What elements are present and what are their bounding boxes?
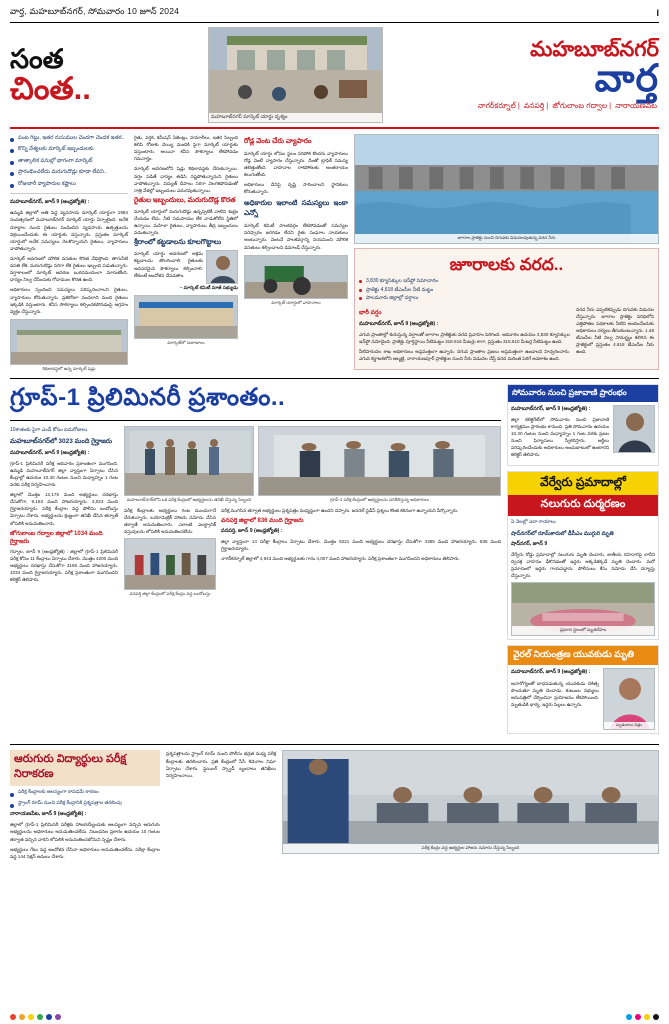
paper-brand xyxy=(391,27,659,123)
group1-left-subhead: జోగులాంబ గద్వాల జిల్లాలో 1034 మంది గైర్హాజరు xyxy=(10,530,103,545)
rail-box-1-byline: మహబూబ్‌నగర్, జూన్ 9 (ఆంధ్రజ్యోతి) : xyxy=(511,405,591,412)
footer-dots-left xyxy=(10,1014,61,1020)
rail-box-3-photo-caption: మృతురాలు చిత్రం xyxy=(604,722,654,729)
lead-headline-line1: సంత xyxy=(10,43,64,74)
rail-box-youth-death xyxy=(507,645,659,734)
masthead xyxy=(10,27,659,123)
rail-box-2-photo xyxy=(511,582,655,636)
masthead-photo xyxy=(208,27,383,123)
rail-box-accidents xyxy=(507,471,659,641)
footer-dot-1 xyxy=(19,1014,25,1020)
rail-box-2-body xyxy=(511,540,655,580)
group1-photo-2 xyxy=(258,426,501,496)
bullet-3: ప్రారంభించలేదు మరుగుదొడ్లు కూడా లేవని.. xyxy=(10,168,128,177)
story-column-1 xyxy=(10,134,128,373)
col2-para-1: మార్కెట్ ఆవరణలోని షెడ్లు శిథిలావస్థకు చేరుకున్నాయి. వర్షం పడితే ధాన్యం తడిసి నష్టపోతున్నామని రైతులు వాపోతున్నారు. విద్యుత్ దీపాలు సరిగా వెలగకపోవడంతో రాత్రి వేళల్లో ఇబ్బందులు ఎదురవుతున్నాయి. xyxy=(134,166,238,193)
story-column-2 xyxy=(134,134,238,373)
exam-strip-left xyxy=(10,750,160,862)
lead-headline-line2: చింత.. xyxy=(10,70,91,106)
person-portrait-icon xyxy=(207,251,238,284)
jurala-title: జూరాలకు వరద.. xyxy=(449,255,564,274)
edition-3: నారాయణపేట xyxy=(615,100,657,110)
group1-photo-1 xyxy=(124,426,254,496)
masthead-rule xyxy=(10,127,659,129)
footer-dot-0 xyxy=(10,1014,16,1020)
group1-rule xyxy=(10,420,501,421)
col3-para-0: మార్కెట్ యార్డు లోపల స్థలం సరిపోక కొందరు వ్యాపారులు రోడ్ల వెంటే వ్యాపారం చేస్తున్నారు. దీంతో ట్రాఫిక్ సమస్య తలెత్తుతోంది. వాహనాల రాకపోకలకు అంతరాయం కలుగుతోంది. xyxy=(244,150,348,178)
story-photo-2 xyxy=(134,295,238,339)
rail-box-2-head-yellow: వేర్వేరు ప్రమాదాల్లో xyxy=(508,472,658,495)
col3-para-1: అధికారులు దీనిపై దృష్టి సారించాలని స్థానికులు కోరుతున్నారు. xyxy=(244,182,348,195)
jurala-box xyxy=(354,248,659,370)
rail-box-2-head-red: నలుగురు దుర్మరణం xyxy=(508,495,658,516)
story-para-1: మార్కెట్ ఆవరణలో మౌలిక వసతుల కొరత వేధిస్తోంది. తాగునీటి వసతి లేక, మరుగుదొడ్లు సరిగా లేక రైతులు ఇబ్బంది పడుతున్నారు. వర్షాకాలంలో మార్కెట్ ఆవరణ బురదమయంగా మారుతోంది. ధాన్యం నిల్వ చేసేందుకు గోదాముల కొరత ఉంది. xyxy=(10,255,128,283)
rail-box-3-body xyxy=(511,668,599,730)
rail-box-2-bullets: ఏ నెలల్లో ఎలా గాయాలు xyxy=(511,519,556,525)
col3-head-2: అధికారుల ఇలాంటి సమస్యలు ఇంకా ఎన్నో xyxy=(244,199,348,218)
group1-left2-para-0: గద్వాల, జూన్ 9 (ఆంధ్రజ్యోతి) : జిల్లాలో గ్రూప్-1 ప్రిలిమినరీ పరీక్ష కోసం 11 కేంద్రాలు ఏర్పాటు చేశారు. మొత్తం 4200 మంది అభ్యర్థులు దరఖాస్తు చేసుకోగా 3166 మంది హాజరయ్యారు. 1034 మంది గైర్హాజరయ్యారు. పరీక్ష ప్రశాంతంగా ముగిసిందని కలెక్టర్ తెలిపారు. xyxy=(10,548,118,583)
rail-box-2-sub: షాద్‌నగర్‌లో రూమ్‌కారులో డీసీఎం ముగ్గురి మృతి xyxy=(511,530,614,537)
footer-dot-3 xyxy=(37,1014,43,1020)
story-photo-2-caption: మార్కెట్‌లో దుకాణాలు xyxy=(167,340,205,346)
rail-box-2-text: వేర్వేరు రోడ్డు ప్రమాదాల్లో నలుగురు మృతి చెందారు. జాతీయ రహదారిపై లారీని ద్విచక్ర వాహనం ఢీకొనడంతో ఇద్దరు అక్కడికక్కడే మృతి చెందారు. మరో ప్రమాదంలో ఇద్దరు గాయపడ్డారు. పోలీసులు కేసు నమోదు చేసి దర్యాప్తు చేస్తున్నారు. xyxy=(511,552,655,579)
jurala-subhead: భారీ వర్షం xyxy=(359,309,382,316)
col2-body xyxy=(134,134,238,194)
footer-dot-6 xyxy=(626,1014,632,1020)
story-column-3 xyxy=(244,134,348,373)
lead-headline xyxy=(10,27,200,123)
jurala-body-left xyxy=(359,306,570,366)
group1-left-para-0: గ్రూప్-1 ప్రిలిమినరీ పరీక్ష ఆదివారం ప్రశాంతంగా ముగిసింది. ఉమ్మడి మహబూబ్‌నగర్ జిల్లా వ్యాప్తంగా ఏర్పాటు చేసిన కేంద్రాల్లో ఉదయం 10.30 గంటల నుంచి మధ్యాహ్నం 1 గంట వరకు పరీక్ష నిర్వహించారు. xyxy=(10,460,118,487)
jurala-fact-list xyxy=(359,277,654,303)
group1-lower-row xyxy=(124,507,501,598)
group1-mid-text-a: పరీక్ష కేంద్రాలకు అభ్యర్థులు గంట ముందుగానే చేరుకున్నారు. బయోమెట్రిక్ హాజరు నమోదు చేసిన తర్వాతే అనుమతించారు. ఎలాంటి ఎలక్ట్రానిక్ వస్తువులను లోపలికి అనుమతించలేదు. xyxy=(124,507,216,535)
exam-bullet-1: స్ట్రాంగ్ రూమ్ నుంచి పరీక్ష కేంద్రానికి ప్రశ్నపత్రాల తరలింపు xyxy=(10,800,160,808)
exam-hall-photo-illustration xyxy=(283,751,658,854)
group1-photo-3 xyxy=(124,538,216,590)
group1-right-byline: వనపర్తి, జూన్ 9 (ఆంధ్రజ్యోతి) : xyxy=(221,527,283,534)
footer-dot-4 xyxy=(46,1014,52,1020)
top-zone xyxy=(10,134,659,373)
footer-dot-8 xyxy=(644,1014,650,1020)
footer-dots-right xyxy=(626,1014,659,1020)
jurala-fact-0: 3,830 క్యూసెక్కుల ఇన్‌ఫ్లో సమాచారం xyxy=(359,277,654,286)
story-para-0: ఉమ్మడి జిల్లాలో అతి పెద్ద వ్యవసాయ మార్కెట్ యార్డుగా 1984 సంవత్సరంలో మహబూబ్‌నగర్ మార్కెట్ యార్డు ఏర్పాటైంది. అనేక దశాబ్దాల నుంచి రైతులు పండించిన వ్యవసాయ ఉత్పత్తులను విక్రయించేందుకు ఈ యార్డుకు వస్తున్నారు. ప్రస్తుతం మార్కెట్ యార్డులో అనేక సమస్యలు నెలకొన్నాయని రైతులు, వ్యాపారులు వాపోతున్నారు. xyxy=(10,210,128,251)
group1-photo-2-caption: గ్రూప్-1 పరీక్ష కేంద్రంలో అభ్యర్థులను పరిశీలిస్తున్న అధికారులు xyxy=(330,496,429,502)
section-divider-1 xyxy=(10,378,659,379)
rail-box-3-byline: మహబూబ్‌నగర్, జూన్ 9 (ఆంధ్రజ్యోతి) : xyxy=(511,669,591,676)
footer-dot-2 xyxy=(28,1014,34,1020)
col2-sub-para-0: మార్కెట్ యార్డులో మరుగుదొడ్లు ఉన్నప్పటికీ వాటిని శుభ్రం చేయడం లేదు. నీటి సదుపాయం లేక వాడుకోలేని స్థితిలో ఉన్నాయి. మహిళా రైతులు, వ్యాపారులు తీవ్ర ఇబ్బందులు పడుతున్నారు. xyxy=(134,208,238,236)
rail-box-3-photo xyxy=(603,668,655,730)
rail-box-3-head: వైరల్ నియంత్రణ యువకుడు మృతి xyxy=(508,646,658,665)
market-yard-photo-illustration xyxy=(209,28,383,123)
right-rail xyxy=(507,384,659,740)
bullet-4: రోజువారీ వ్యాపారుల కష్టాలు xyxy=(10,180,128,189)
collector-portrait-icon xyxy=(614,406,655,453)
jurala-fact-1: ప్రాజెక్టు 4,618 టీఎంసీల నీటి మట్టం xyxy=(359,286,654,295)
top-bullet-list xyxy=(10,134,128,189)
col3-body xyxy=(244,137,348,251)
jurala-fact-2: పాలమూరు జిల్లాల్లో వర్షాలు xyxy=(359,294,654,303)
jurala-body-right xyxy=(576,306,654,366)
group1-columns xyxy=(10,426,501,598)
page-topbar xyxy=(10,6,659,23)
group1-main xyxy=(10,384,501,740)
exam-bullet-0: పరీక్ష కేంద్రాలకు ఆలస్యంగా రావడమే కారణం xyxy=(10,789,160,797)
jurala-package xyxy=(354,134,659,373)
footer-color-bars xyxy=(10,1014,659,1020)
group1-zone xyxy=(10,384,659,740)
group1-mid-text-b: పరీక్ష ముగిసిన తర్వాత అభ్యర్థులు ప్రశ్నపత్రం మధ్యస్థంగా ఉందని చెప్పారు. జనరల్ స్టడీస్ ప్రశ్నలు కొంత కఠినంగా ఉన్నాయని పేర్కొన్నారు. xyxy=(221,507,459,513)
tractor-photo-illustration xyxy=(245,256,347,299)
jurala-photo xyxy=(354,134,659,244)
exam-para-0: జిల్లాలో గ్రూప్-1 ప్రిలిమినరీ పరీక్షకు హాజరయ్యేందుకు ఆలస్యంగా వచ్చిన ఆరుగురు అభ్యర్థులను అధికారులు అనుమతించలేదు. నిబంధనల ప్రకారం ఉదయం 10 గంటల తర్వాత వచ్చిన వారిని లోపలికి అనుమతించబోమని స్పష్టం చేశారు. xyxy=(10,822,160,842)
bullet-1: కొన్ని వేశ్యలకు మార్కెట్ ఇబ్బందులకు xyxy=(10,145,128,154)
photo-caption: మహబూబ్‌నగర్ మార్కెట్ యార్డు దృశ్యం xyxy=(209,113,382,122)
col2-para-0: రైతు, వర్తక, కమీషన్ ఏజెంట్లు, హమాలీలు, ఇతర సిబ్బంది కలిపి రోజుకు వెయ్యి మందికి పైగా మార్కెట్ యార్డుకు వస్తుంటారు. అయినా కనీస సౌకర్యాలు లేకపోవడం గమనార్హం. xyxy=(134,135,238,162)
woman-portrait-icon xyxy=(604,669,655,730)
footer-dot-7 xyxy=(635,1014,641,1020)
col3-head: రోడ్ల వెంట చేరు వ్యాపారం xyxy=(244,138,312,145)
dateline: వార్త, మహబూబ్‌నగర్, సోమవారం 10 జూన్ 2024 xyxy=(10,6,180,16)
group1-photo-3-caption: వనపర్తి జిల్లా కేంద్రంలో పరీక్ష కేంద్రం వద్ద బందోబస్తు xyxy=(129,591,211,597)
jurala-right-para-0: వరద నీరు ఎప్పటికప్పుడు దిగువకు విడుదల చేస్తున్నారు. జూరాల ప్రాజెక్టు పరిధిలోని ఎత్తిపోతల పథకాలకు నీటిని అందించేందుకు అధికారులు చర్యలు తీసుకుంటున్నారు. 1.48 టీఎంసీల నీటి నిల్వ సామర్థ్యం కలిగిన ఈ ప్రాజెక్టులో ప్రస్తుతం 4.618 టీఎంసీల నీరు ఉంది. xyxy=(576,306,654,355)
group1-left-body xyxy=(10,449,118,527)
group1-left-para-1: జిల్లాలో మొత్తం 12,176 మంది అభ్యర్థులు దరఖాస్తు చేసుకోగా, 9,153 మంది హాజరయ్యారు. 3,023 మంది గైర్హాజరయ్యారు. పరీక్ష కేంద్రాల వద్ద పోలీసు బందోబస్తు ఏర్పాటు చేశారు. అభ్యర్థులను క్షుణ్ణంగా తనిఖీ చేసిన తర్వాతే లోపలికి అనుమతించారు. xyxy=(10,492,118,526)
exam-strip-body xyxy=(10,810,160,860)
exam-strip-title: ఆరుగురు విద్యార్థులు పరీక్ష నిరాకరణ xyxy=(10,750,160,786)
dam-photo-illustration xyxy=(355,135,658,244)
group1-right-body xyxy=(221,527,501,562)
queue-photo-illustration xyxy=(125,539,215,590)
jurala-photo-caption: జూరాల ప్రాజెక్టు నుంచి దిగువకు విడుదలవుతున్న వరద నీరు xyxy=(355,234,658,243)
rail-box-3-text: అనారోగ్యంతో బాధపడుతున్న యువకుడు చికిత్స పొందుతూ మృతి చెందాడు. కుటుంబ సభ్యులు ఆసుపత్రిలో చేర్పించినా ప్రయోజనం లేకపోయింది. మృతుడికి భార్య, ఇద్దరు పిల్లలు ఉన్నారు. xyxy=(511,680,599,707)
exam-strip-mid-text xyxy=(166,750,276,862)
rail-box-2-photo-caption: ప్రమాద స్థలంలో మృతదేహం xyxy=(512,626,654,635)
jurala-para-1: నీటిపారుదల శాఖ అధికారులు అప్రమత్తంగా ఉన్నారు. దిగువ ప్రాంతాల ప్రజలు అప్రమత్తంగా ఉండాలని హెచ్చరించారు. ఎగువ కర్ణాటకలోని ఆల్మట్టి, నారాయణపూర్ ప్రాజెక్టుల నుంచి నీరు విడుదల చేస్తే వరద మరింత పెరిగే అవకాశం ఉంది. xyxy=(359,349,570,362)
group1-right-head: వనపర్తి జిల్లాలో 836 మంది గైర్హాజరు xyxy=(221,517,304,524)
rail-box-2-byline: షాద్‌నగర్, జూన్ 9 xyxy=(511,540,548,547)
shed-photo-illustration xyxy=(11,320,127,365)
col3-para2-0: మార్కెట్ కమిటీ పాలకవర్గం లేకపోవడంతో సమస్యల పరిష్కారం జరగడం లేదని రైతు సంఘాల నాయకులు అంటున్నారు. వెంటనే పాలకవర్గాన్ని నియమించి మౌలిక వసతులు కల్పించాలని డిమాండ్ చేస్తున్నారు. xyxy=(244,223,348,250)
col2-sub-body xyxy=(134,208,238,236)
main-story-body xyxy=(10,198,128,315)
group1-left-headline: మహబూబ్‌నగర్‌లో 3023 మంది గైర్హాజరు xyxy=(10,437,112,445)
edition-0: నాగర్‌కర్నూల్ xyxy=(477,100,516,110)
opinion-text: మార్కెట్ యార్డు ఆవరణలో అక్రమ కట్టడాలను తొలగించాలి. రైతులకు అవసరమైన సౌకర్యాలు కల్పించాలి. లేకుంటే ఆందోళన చేపడతాం. xyxy=(134,251,203,278)
group1-subbullets: 10శాతంకు పైగా ఎండ్ కోసం ఐదురోజులు xyxy=(10,426,88,433)
shop-photo-illustration xyxy=(135,296,237,339)
opinion-head: శ్రీరాంలో కట్టడాలను కూలగొట్టాలు xyxy=(134,239,222,247)
bullet-0: పంట గిట్టు, ఇతర రుసుముల చెందగా చెందక ఇతర.. xyxy=(10,134,128,143)
footer-dot-9 xyxy=(653,1014,659,1020)
group1-col-left xyxy=(10,426,118,598)
officials-photo-illustration xyxy=(259,427,500,496)
story-photo-1 xyxy=(10,319,128,365)
group1-mid-col-a xyxy=(124,507,216,598)
opinion-block xyxy=(134,250,238,284)
exam-strip-photo-caption: పరీక్ష కేంద్రం వద్ద అభ్యర్థుల హాజరు నమోదు చేస్తున్న సిబ్బంది xyxy=(283,844,658,853)
brand-editions: నాగర్‌కర్నూల్ | వనపర్తి | జోగులాంబ గద్వాల | నారాయణపేట xyxy=(477,100,657,110)
group1-photo-1-caption: మహబూబ్‌నగర్‌లోని ఒక పరీక్ష కేంద్రంలో అభ్యర్థులను తనిఖీ చేస్తున్న సిబ్బంది xyxy=(126,496,252,502)
rail-box-1-body xyxy=(511,405,609,462)
edition-1: వనపర్తి xyxy=(523,100,545,110)
exam-strip-photo xyxy=(282,750,659,854)
opinion-author: – మార్కెట్ కమిటీ మాజీ సభ్యుడు xyxy=(179,285,238,291)
exam-strip-bullets xyxy=(10,789,160,808)
opinion-portrait xyxy=(206,250,238,284)
exam-strip-photo-wrap xyxy=(282,750,659,862)
brand-title: వార్త xyxy=(594,57,659,100)
group1-right-para-0: జిల్లా వ్యాప్తంగా 14 పరీక్షా కేంద్రాలు ఏర్పాటు చేశారు. మొత్తం 5221 మంది అభ్యర్థులు దరఖాస్తు చేసుకోగా 4385 మంది హాజరయ్యారు. 836 మంది గైర్హాజరయ్యారు. xyxy=(221,539,501,552)
exam-strip-zone xyxy=(10,750,659,862)
group1-col-mid xyxy=(124,426,501,598)
edition-mark: I xyxy=(656,7,659,18)
exam-mid-para-0: ప్రశ్నపత్రాలను స్ట్రాంగ్ రూమ్ నుంచి పోలీసు భద్రత మధ్య పరీక్ష కేంద్రాలకు తరలించారు. ప్రతి కేంద్రంలో సీసీ కెమెరాల నిఘా ఏర్పాటు చేశారు. ఫ్లయింగ్ స్క్వాడ్ బృందాలు తనిఖీలు నిర్వహించాయి. xyxy=(166,751,276,778)
col2-subhead: రైతుల ఇబ్బందులు, మరుగుదొడ్ల కొరత xyxy=(134,196,236,204)
group1-byline: మహబూబ్‌నగర్, జూన్ 9 (ఆంధ్రజ్యోతి) : xyxy=(10,449,90,456)
section-divider-2 xyxy=(10,744,659,745)
group1-right-para-1: నాగర్‌కర్నూల్ జిల్లాలో 4,943 మంది అభ్యర్థులకు గాను 4,007 మంది హాజరయ్యారు. పరీక్ష ప్రశాంతంగా ముగిసిందని అధికారులు తెలిపారు. xyxy=(221,556,460,562)
edition-2: జోగులాంబ గద్వాల xyxy=(552,100,608,110)
group1-banner: గ్రూప్-1 ప్రిలిమినరీ ప్రశాంతం.. xyxy=(10,383,286,411)
exam-para-1: అభ్యర్థులు గేటు వద్ద ఆందోళన చేసినా అధికారులు అనుమతించలేదు. పరీక్షా కేంద్రాల వద్ద 144 సెక్షన్ అమలు చేశారు. xyxy=(10,846,160,859)
rail-box-1-portrait xyxy=(613,405,655,453)
jurala-para-0: ఎగువ ప్రాంతాల్లో కురుస్తున్న వర్షాలతో జూరాల ప్రాజెక్టుకు వరద ప్రవాహం పెరిగింది. ఆదివారం ఉదయం 3,830 క్యూసెక్కుల ఇన్‌ఫ్లో నమోదైంది. ప్రాజెక్టు పూర్తిస్థాయి నీటిమట్టం 318.516 మీటర్లు కాగా, ప్రస్తుతం 315.610 మీటర్ల నీటిమట్టం ఉంది. xyxy=(359,331,570,344)
story-para-2: అధికారులు స్పందించి సమస్యలు పరిష్కరించాలని రైతులు, వ్యాపారులు కోరుతున్నారు. ప్రతిరోజూ వందలాది మంది రైతులు ఇక్కడికి వస్తుంటారు. కనీస సౌకర్యాలు కల్పించకపోవడంపై ఆగ్రహం వ్యక్తం చేస్తున్నారు. xyxy=(10,287,128,314)
story-photo-3 xyxy=(244,255,348,299)
group1-mid-col-b xyxy=(221,507,501,598)
rail-box-1-text: జిల్లా కలెక్టరేట్‌లో సోమవారం నుంచి ప్రజావాణి కార్యక్రమం ప్రారంభం కానుంది. ప్రతి సోమవారం ఉదయం 10.30 గంటల నుంచి మధ్యాహ్నం 1 గంట వరకు ప్రజల నుంచి ఫిర్యాదులు స్వీకరిస్తారు. అర్జీలు పరిష్కరించేందుకు అధికారులు అందుబాటులో ఉంటారని కలెక్టర్ తెలిపారు. xyxy=(511,416,609,458)
jurala-byline: మహబూబ్‌నగర్, జూన్ 9 (ఆంధ్రజ్యోతి) : xyxy=(359,320,439,327)
brand-city: మహబూబ్‌నగర్ xyxy=(530,37,659,61)
bullet-2: తాత్కాలిక పనుల్లో భాగంగా మార్కెట్ xyxy=(10,157,128,166)
group1-photo-row xyxy=(124,426,501,496)
footer-dot-5 xyxy=(55,1014,61,1020)
story-byline: మహబూబ్‌నగర్, జూన్ 9 (ఆంధ్రజ్యోతి) : xyxy=(10,199,90,206)
story-photo-1-caption: శిథిలావస్థలో ఉన్న మార్కెట్ షెడ్లు xyxy=(42,365,96,371)
rail-box-prajavani xyxy=(507,384,659,466)
group1-left-body-2 xyxy=(10,548,118,584)
exam-byline: నారాయణపేట, జూన్ 9 (ఆంధ్రజ్యోతి) : xyxy=(10,811,87,818)
exam-centre-photo-illustration xyxy=(125,427,254,496)
story-photo-3-caption: మార్కెట్ యార్డులో వాహనాలు xyxy=(271,299,321,305)
rail-box-1-head: సోమవారం నుంచి ప్రజావాణి ప్రారంభం xyxy=(508,385,658,402)
